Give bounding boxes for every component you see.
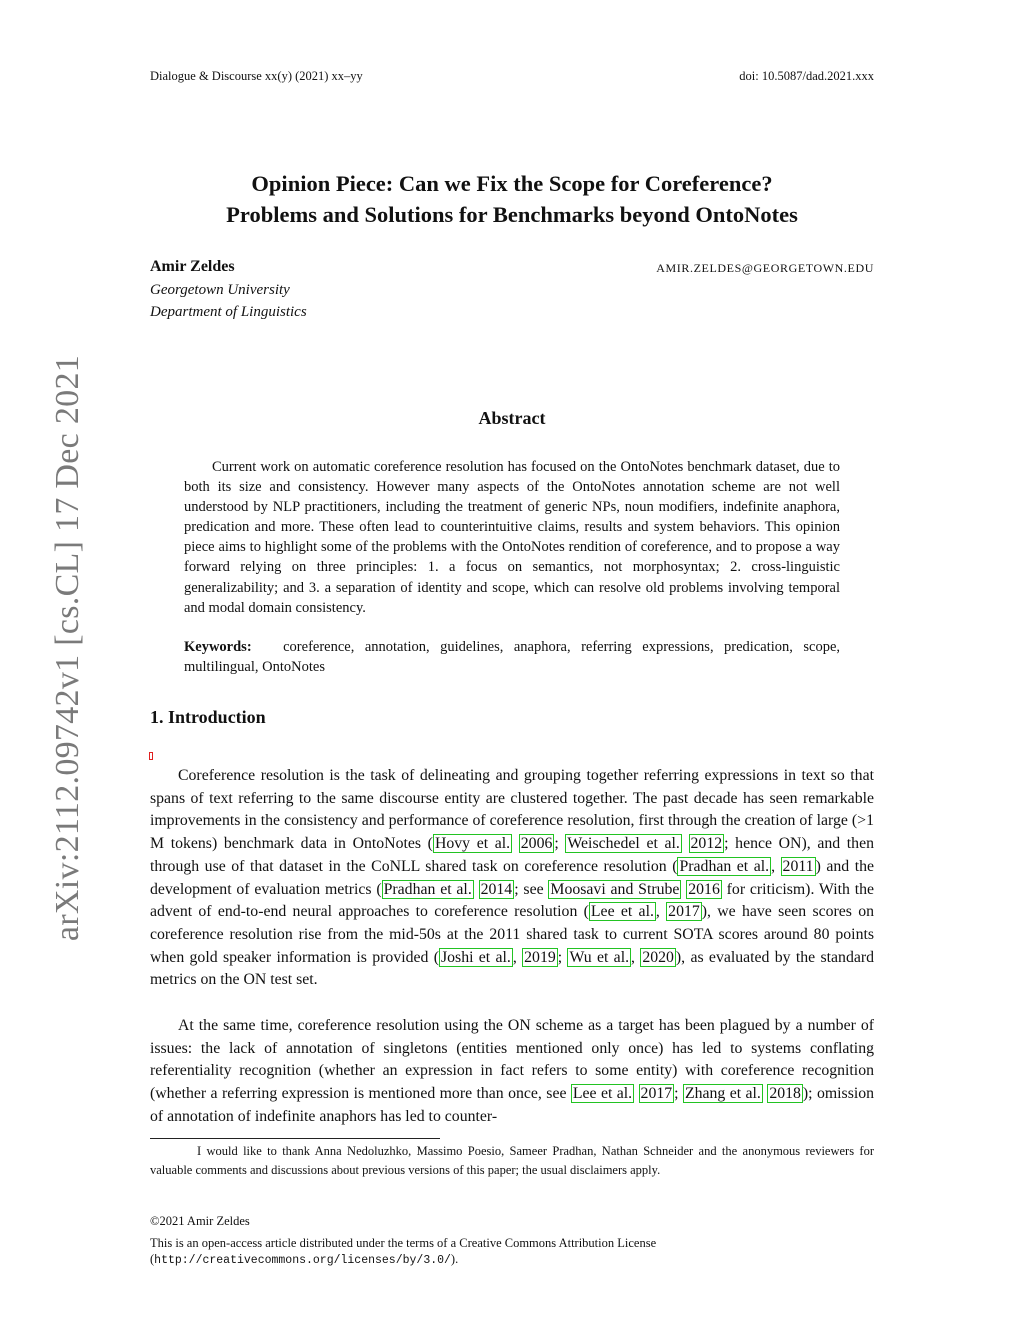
- intro-paragraph-2: [150, 1015, 874, 1129]
- license-paren-close: ).: [450, 1252, 459, 1266]
- abstract-text: Current work on automatic coreference resolution has focused on the OntoNotes benchmark dataset, due to both its size and consistency. However many aspects of the OntoNotes annotation scheme are not well understood by NLP practitioners, including the treatment of generic NPs, noun modifiers, indefinite anaphora, predication and more. These often lead to counterintuitive claims, results and system behaviors. This opinion piece aims to highlight some of the problems with the OntoNotes rendition of coreference, and to propose a way forward relying on three principles: 1. a focus on semantics, not morphosyntax; 2. cross-linguistic generalizability; and 3. a separation of identity and scope, which can resolve old problems involving temporal and modal domain consistency.: [184, 459, 840, 616]
- intro-paragraph-1: [150, 765, 874, 992]
- citation-link[interactable]: 2012: [690, 835, 723, 853]
- para1-text-10: ,: [512, 948, 523, 966]
- para2-text-2: ;: [674, 1085, 683, 1103]
- para1-text-9: ), we have seen scores on coreference resolution rise from the mid-50s at the 2011 shared task to current SOTA scores around 80 points when gold speaker information is provided (: [150, 903, 875, 966]
- citation-link[interactable]: Lee et al.: [590, 903, 654, 921]
- section-heading: 1. Introduction: [150, 707, 266, 727]
- para1-text-8: ,: [655, 903, 667, 921]
- affiliation-university: Georgetown University: [150, 282, 290, 298]
- para2-text-1: At the same time, coreference resolution using the ON scheme as a target has been plagued by a number of issues: the lack of annotation of singletons (entities mentioned only once) has led to systems conflating referentiality recognition (whether an expression in fact refers to some entity) with coreference recognition (whether a referring expression is mentioned more than once, see: [150, 1017, 874, 1103]
- title-line-1: Opinion Piece: Can we Fix the Scope for Coreference?: [251, 171, 773, 196]
- copyright: ©2021 Amir Zeldes: [150, 1214, 250, 1228]
- para1-text-5: ) and the development of evaluation metrics (: [150, 857, 874, 898]
- citation-link[interactable]: Pradhan et al.: [679, 857, 770, 875]
- citation-link[interactable]: Lee et al.: [572, 1085, 633, 1103]
- citation-link[interactable]: Wu et al.: [569, 948, 630, 966]
- affiliation-department: Department of Linguistics: [150, 304, 307, 320]
- citation-link[interactable]: 2006: [520, 835, 553, 853]
- journal-header: Dialogue & Discourse xx(y) (2021) xx–yy: [150, 69, 363, 83]
- title-line-2: Problems and Solutions for Benchmarks beyond OntoNotes: [226, 202, 798, 227]
- citation-link[interactable]: Hovy et al.: [434, 835, 511, 853]
- author-name: Amir Zeldes: [150, 258, 235, 275]
- doi-header[interactable]: doi: 10.5087/dad.2021.xxx: [739, 69, 874, 83]
- license-url-line: [150, 1251, 458, 1269]
- citation-link[interactable]: 2020: [642, 948, 674, 966]
- footnote: [150, 1142, 874, 1180]
- para1-text-3: ; hence ON), and then through use of that dataset in the CoNLL shared task on coreference resolution (: [150, 835, 874, 875]
- citation-link[interactable]: 2011: [782, 857, 814, 875]
- arxiv-stamp-text: arXiv:2112.09742v1 [cs.CL] 17 Dec 2021: [49, 354, 86, 942]
- para1-text-12: ,: [631, 948, 641, 966]
- para1-text-13: ), as evaluated by the standard metrics on the ON test set.: [150, 948, 875, 989]
- citation-link[interactable]: 2019: [524, 948, 556, 966]
- citation-link[interactable]: Pradhan et al.: [383, 880, 472, 898]
- license-url[interactable]: http://creativecommons.org/licenses/by/3.0/: [154, 1254, 451, 1267]
- license-line: This is an open-access article distributed under the terms of a Creative Commons Attribution License: [150, 1236, 657, 1250]
- citation-link[interactable]: Joshi et al.: [441, 948, 511, 966]
- para1-text-1: Coreference resolution is the task of delineating and grouping together referring expressions in text so that spans of text referring to the same discourse entity are clustered together. The past decade has seen remarkable improvements in the consistency and performance of coreference resolution, first through the creation of large (>1 M tokens) benchmark data in OntoNotes (: [150, 767, 874, 853]
- author-email[interactable]: AMIR.ZELDES@GEORGETOWN.EDU: [656, 261, 874, 275]
- footnote-text: I would like to thank Anna Nedoluzhko, Massimo Poesio, Sameer Pradhan, Nathan Schneider and the anonymous reviewers for valuable comments and discussions about previous versions of this paper; the usual disclaimers apply.: [150, 1144, 874, 1177]
- keywords-list: coreference, annotation, guidelines, anaphora, referring expressions, predication, scope, multilingual, OntoNotes: [184, 639, 841, 676]
- keywords: [184, 637, 840, 677]
- para1-text-6: ; see: [514, 880, 549, 898]
- para1-text-2: ;: [554, 835, 566, 853]
- paper-title: [150, 168, 874, 230]
- citation-link[interactable]: Weischedel et al.: [567, 835, 680, 853]
- citation-link[interactable]: 2017: [668, 903, 700, 921]
- abstract-body: [184, 457, 840, 618]
- footnote-rule: [150, 1138, 440, 1139]
- abstract-heading: Abstract: [478, 408, 546, 428]
- link-anchor-marker[interactable]: [149, 752, 153, 760]
- license-paren-open: (: [150, 1252, 155, 1266]
- citation-link[interactable]: 2018: [769, 1085, 801, 1103]
- keywords-label: Keywords:: [184, 639, 252, 655]
- citation-link[interactable]: 2014: [480, 880, 513, 898]
- para2-text-3: ); omission of annotation of indefinite anaphors has led to counter-: [150, 1085, 875, 1125]
- para1-text-4: ,: [771, 857, 781, 875]
- citation-link[interactable]: 2016: [688, 880, 720, 898]
- para1-text-11: ;: [557, 948, 568, 966]
- citation-link[interactable]: 2017: [640, 1085, 673, 1103]
- citation-link[interactable]: Moosavi and Strube: [550, 880, 680, 898]
- citation-link[interactable]: Zhang et al.: [684, 1085, 761, 1103]
- para1-text-7: for criticism). With the advent of end-to-end neural approaches to coreference resolution (: [150, 880, 875, 921]
